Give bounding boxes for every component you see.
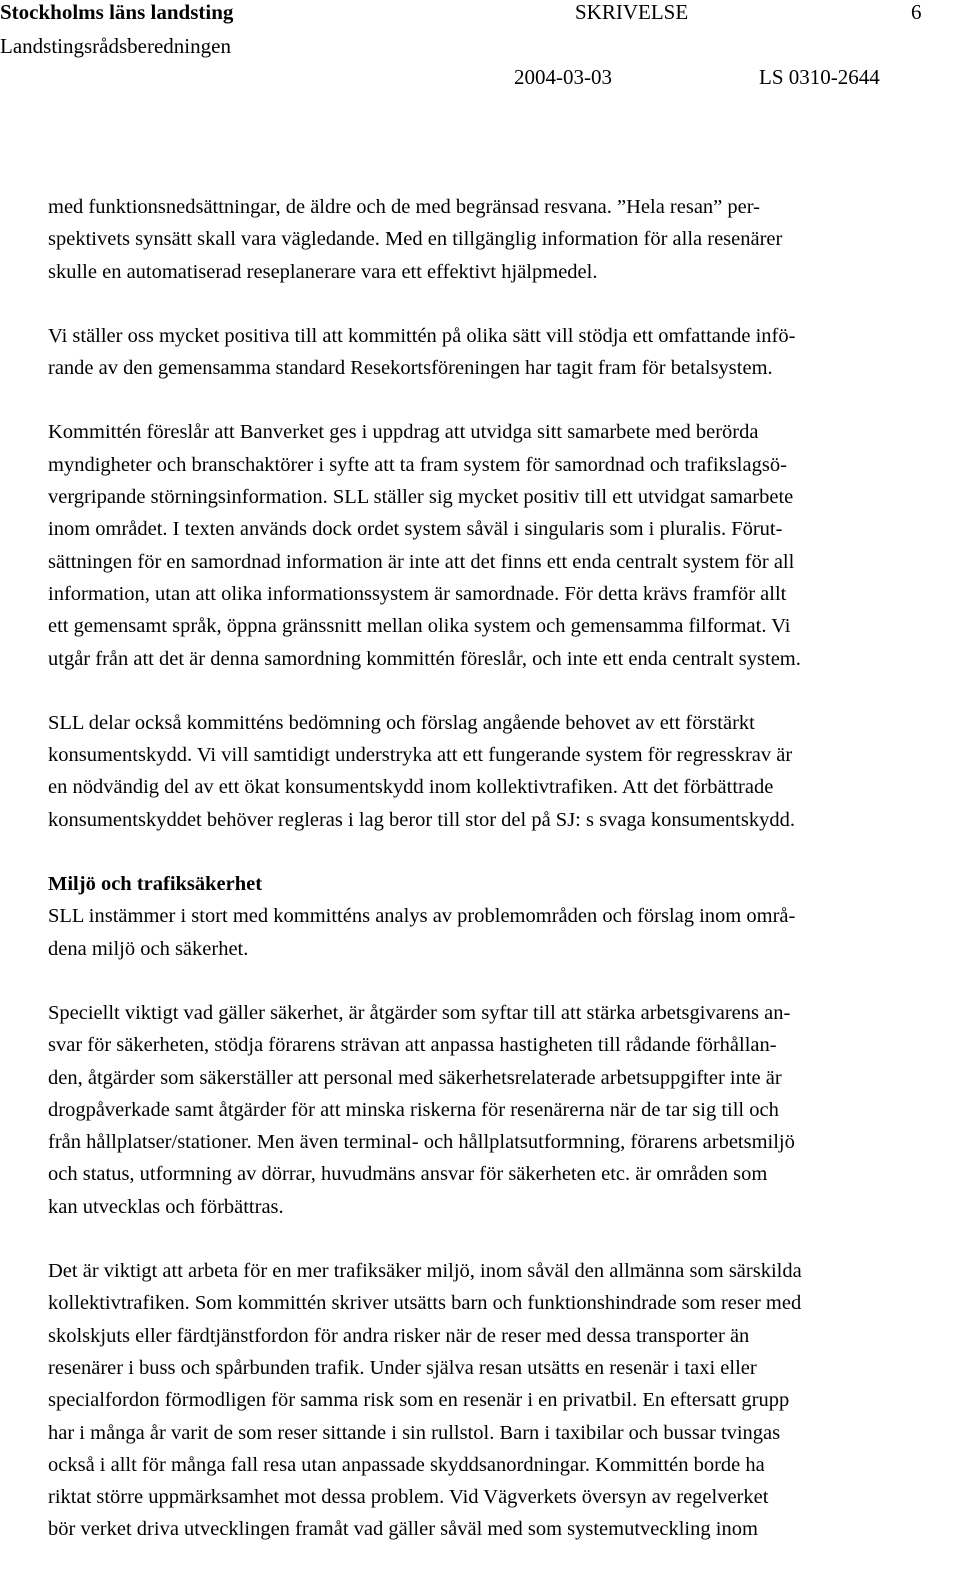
text-line: myndigheter och branschaktörer i syfte att ta fram system för samordnad och trafikslagsö- <box>48 453 787 476</box>
document-date: 2004-03-03 <box>514 65 612 89</box>
text-line: information, utan att olika informationssystem är samordnade. För detta krävs framför allt <box>48 582 787 605</box>
text-line: har i många år varit de som reser sittande i sin rullstol. Barn i taxibilar och bussar tvingas <box>48 1421 781 1444</box>
text-line: riktat större uppmärksamhet mot dessa problem. Vid Vägverkets översyn av regelverket <box>48 1486 769 1509</box>
text-line: konsumentskydd. Vi vill samtidigt understryka att ett fungerande system för regresskrav är <box>48 744 793 767</box>
text-line: en nödvändig del av ett ökat konsumentskydd inom kollektivtrafiken. Att det förbättrade <box>48 776 774 799</box>
text-line: från hållplatser/stationer. Men även terminal- och hållplatsutformning, förarens arbetsmiljö <box>48 1131 795 1154</box>
text-line: svar för säkerheten, stödja förarens strävan att anpassa hastigheten till rådande förhållan- <box>48 1034 777 1057</box>
text-line: SLL delar också kommitténs bedömning och förslag angående behovet av ett förstärkt <box>48 711 755 734</box>
paragraph <box>48 416 948 674</box>
text-line: skolskjuts eller färdtjänstfordon för andra risker när de reser med dessa transporter än <box>48 1324 750 1347</box>
reference-number: LS 0310-2644 <box>759 65 880 89</box>
text-line: också i allt för många fall resa utan anpassade skyddsanordningar. Kommittén borde ha <box>48 1453 765 1476</box>
text-line: kollektivtrafiken. Som kommittén skriver utsätts barn och funktionshindrade som reser med <box>48 1292 802 1315</box>
document-type: SKRIVELSE <box>575 0 689 24</box>
document-header <box>0 0 960 100</box>
section-heading <box>48 868 948 900</box>
text-line: Speciellt viktigt vad gäller säkerhet, är åtgärder som syftar till att stärka arbetsgivarens an- <box>48 1001 791 1024</box>
text-line: Det är viktigt att arbeta för en mer trafiksäker miljö, inom såväl den allmänna som särskilda <box>48 1260 802 1283</box>
committee-name: Landstingsrådsberedningen <box>0 34 231 58</box>
text-line: skulle en automatiserad reseplanerare vara ett effektivt hjälpmedel. <box>48 260 598 283</box>
paragraph <box>48 997 948 1223</box>
text-line: sättningen för en samordnad information är inte att det finns ett enda centralt system för all <box>48 550 795 573</box>
text-line: konsumentskyddet behöver regleras i lag beror till stor del på SJ: s svaga konsumentskydd. <box>48 808 795 831</box>
text-line: dena miljö och säkerhet. <box>48 937 249 960</box>
text-line: med funktionsnedsättningar, de äldre och de med begränsad resvana. ”Hela resan” per- <box>48 196 760 218</box>
text-line: utgår från att det är denna samordning kommittén föreslår, och inte ett enda centralt system. <box>48 647 801 670</box>
paragraph <box>48 320 948 385</box>
paragraph <box>48 707 948 836</box>
paragraph <box>48 191 948 288</box>
text-line: ett gemensamt språk, öppna gränssnitt mellan olika system och gemensamma filformat. Vi <box>48 615 791 638</box>
paragraph <box>48 1255 948 1546</box>
text-line: Vi ställer oss mycket positiva till att kommittén på olika sätt vill stödja ett omfattande infö- <box>48 324 796 347</box>
text-line: resenärer i buss och spårbunden trafik. Under själva resan utsätts en resenär i taxi eller <box>48 1356 757 1379</box>
text-line: vergripande störningsinformation. SLL ställer sig mycket positiv till ett utvidgat samarbete <box>48 486 794 509</box>
text-line: spektivets synsätt skall vara vägledande. Med en tillgänglig information för alla resenärer <box>48 228 783 251</box>
text-line: drogpåverkade samt åtgärder för att minska riskerna för resenärerna när de tar sig till och <box>48 1098 779 1121</box>
text-line: Kommittén föreslår att Banverket ges i uppdrag att utvidga sitt samarbete med berörda <box>48 421 759 444</box>
organization-name: Stockholms läns landsting <box>0 0 234 24</box>
text-line: bör verket driva utvecklingen framåt vad gäller såväl med som systemutveckling inom <box>48 1518 758 1541</box>
text-line: rande av den gemensamma standard Resekortsföreningen har tagit fram för betalsystem. <box>48 357 773 380</box>
page-number: 6 <box>911 0 922 24</box>
text-line: den, åtgärder som säkerställer att personal med säkerhetsrelaterade arbetsuppgifter inte är <box>48 1066 782 1089</box>
text-line: SLL instämmer i stort med kommitténs analys av problemområden och förslag inom områ- <box>48 905 796 928</box>
text-line: specialfordon förmodligen för samma risk som en resenär i en privatbil. En eftersatt grupp <box>48 1389 790 1412</box>
text-line: kan utvecklas och förbättras. <box>48 1195 284 1218</box>
paragraph <box>48 900 948 965</box>
document-body <box>48 191 948 1546</box>
text-line: inom området. I texten används dock ordet system såväl i singularis som i pluralis. Förut- <box>48 518 783 541</box>
section-heading-text: Miljö och trafiksäkerhet <box>48 873 263 896</box>
text-line: och status, utformning av dörrar, huvudmäns ansvar för säkerheten etc. är områden som <box>48 1163 768 1186</box>
